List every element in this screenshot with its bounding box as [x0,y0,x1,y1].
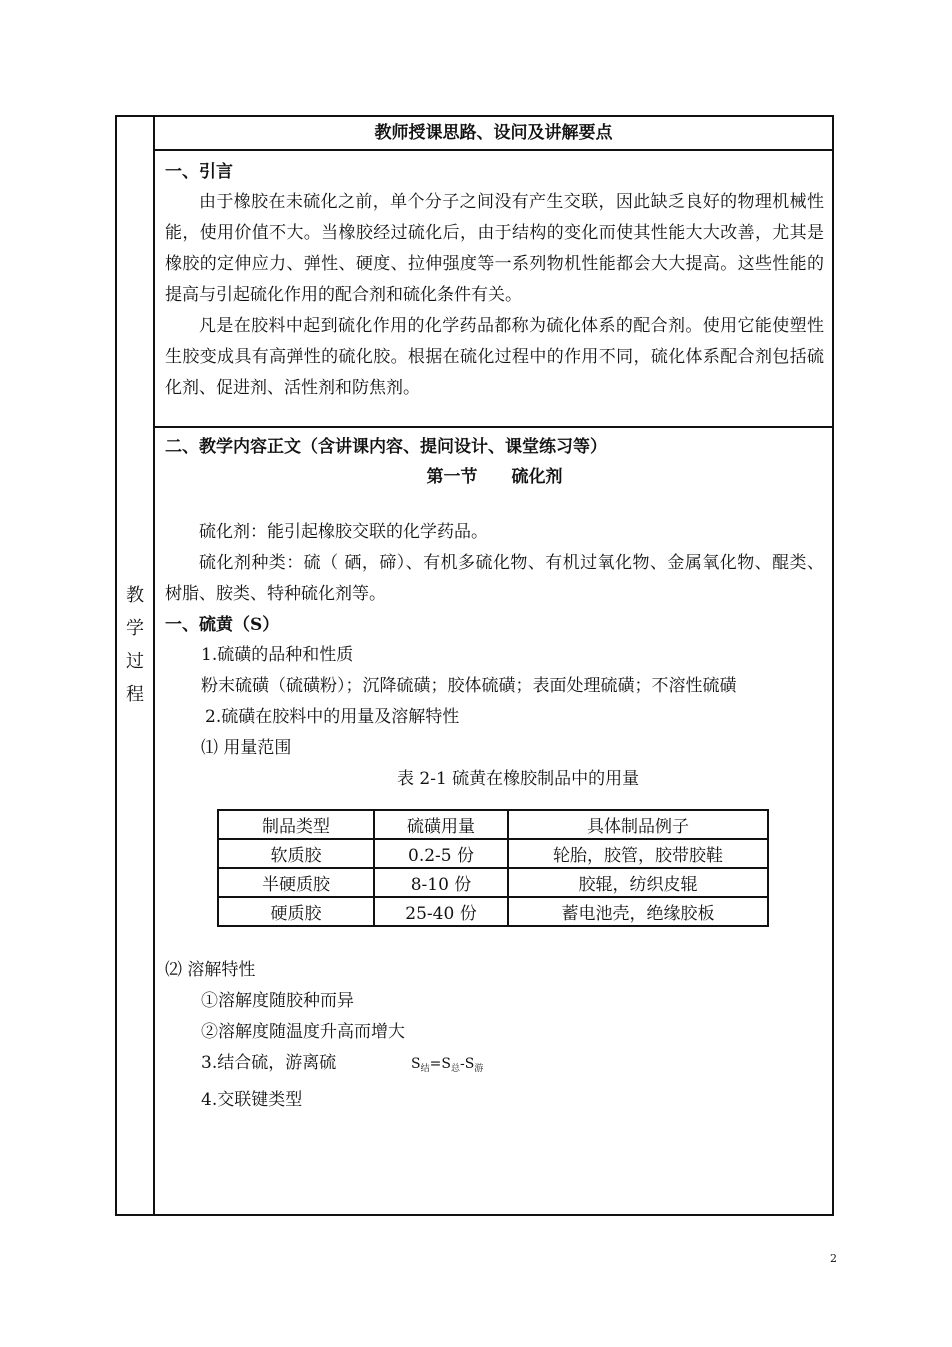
section-title: 第一节 硫化剂 [426,467,563,487]
intro-paragraph: 由于橡胶在未硫化之前，单个分子之间没有产生交联，因此缺乏良好的物理机械性能，使用价值不大。当橡胶经过硫化后，由于结构的变化而使其性能大大改善，尤其是橡胶的定伸应力、弹性、硬度、拉伸强度等一系列物机性能都会大大提高。这些性能的提高与引起硫化作用的配合剂和硫化条件有关。 [165,192,824,305]
table-cell: 硬质胶 [218,897,374,926]
table-header-cell: 制品类型 [218,810,374,839]
definition-text: 硫化剂：能引起橡胶交联的化学药品。 [199,522,488,542]
main-column [155,117,832,1214]
table-cell: 蓄电池壳，绝缘胶板 [508,897,768,926]
sulfur-formula: $S_结=S_总-S_游$ [411,1056,484,1074]
side-char: 程 [126,684,144,705]
table-cell: 8-10 份 [374,868,508,897]
table-row [218,868,768,897]
table-row [218,897,768,926]
table-row [218,839,768,868]
item-1: 1.硫磺的品种和性质 [201,645,354,665]
body-section [155,428,832,1116]
usage-table [217,809,769,927]
table-caption: 表 2-1 硫黄在橡胶制品中的用量 [397,769,640,789]
sub-item-1: ⑴ 用量范围 [201,738,292,758]
item-1-detail: 粉末硫磺（硫磺粉）；沉降硫磺；胶体硫磺；表面处理硫磺；不溶性硫磺 [201,676,737,696]
intro-paragraph: 凡是在胶料中起到硫化作用的化学药品都称为硫化体系的配合剂。使用它能使塑性生胶变成具有高弹性的硫化胶。根据在硫化过程中的作用不同，硫化体系配合剂包括硫化剂、促进剂、活性剂和防焦剂。 [165,316,824,398]
intro-heading: 一、引言 [165,162,233,182]
side-label [117,579,153,711]
item-2: 2.硫磺在胶料中的用量及溶解特性 [205,707,460,727]
page-number: 2 [830,1252,837,1265]
table-header-cell: 具体制品例子 [508,810,768,839]
table-cell: 软质胶 [218,839,374,868]
item-3-label: 3.结合硫，游离硫 [201,1053,337,1073]
table-cell: 轮胎，胶管，胶带胶鞋 [508,839,768,868]
table-cell: 0.2-5 份 [374,839,508,868]
body-heading: 二、教学内容正文（含讲课内容、提问设计、课堂练习等） [165,437,607,457]
types-text: 硫化剂种类：硫（ 硒，碲）、有机多硫化物、有机过氧化物、金属氧化物、醌类、 树脂、胺类、特种硫化剂等。 [165,553,824,604]
item-3 [165,1048,824,1085]
header-title: 教师授课思路、设问及讲解要点 [155,117,832,151]
side-char: 学 [126,618,144,639]
sulfur-heading: 一、硫黄（S） [165,615,280,635]
item-4: 4.交联键类型 [201,1090,303,1110]
side-column [117,117,155,1214]
table-header-row [218,810,768,839]
lesson-frame [115,115,834,1216]
solubility-item: ②溶解度随温度升高而增大 [201,1022,405,1042]
table-header-cell: 硫磺用量 [374,810,508,839]
table-cell: 25-40 份 [374,897,508,926]
intro-section [155,151,832,428]
solubility-item: ①溶解度随胶种而异 [201,991,354,1011]
side-char: 教 [126,585,144,606]
table-cell: 半硬质胶 [218,868,374,897]
table-cell: 胶辊，纺织皮辊 [508,868,768,897]
side-char: 过 [126,651,144,672]
sub-item-2: ⑵ 溶解特性 [165,960,256,980]
